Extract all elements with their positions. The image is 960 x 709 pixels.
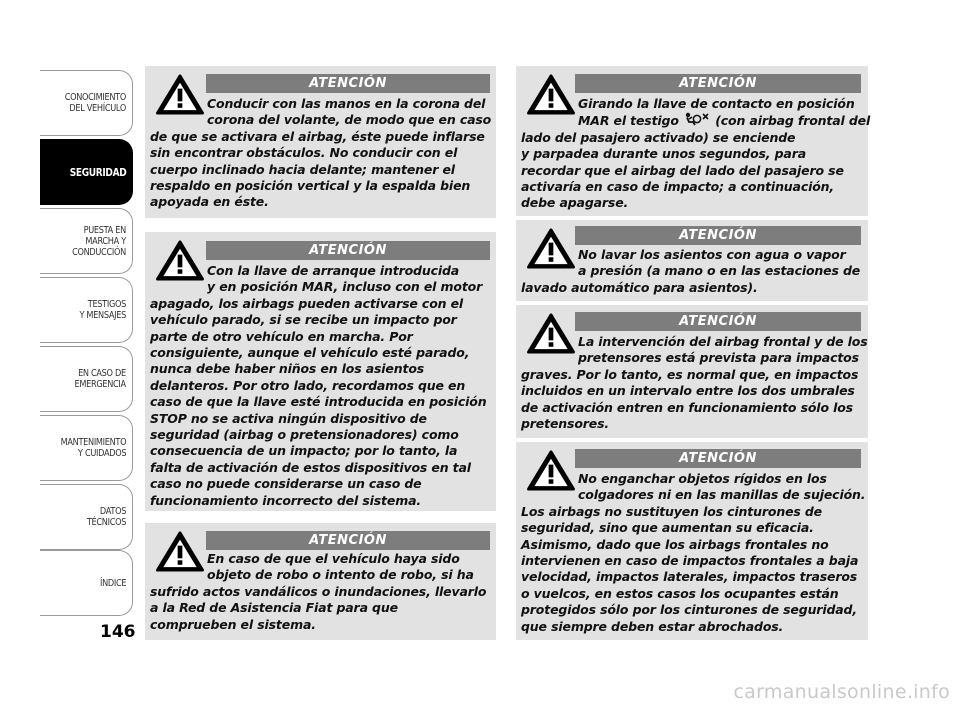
warning-title: ATENCIÓN [206, 241, 490, 260]
warning-box [516, 220, 868, 301]
nav-tab-puesta-en-marcha[interactable] [40, 208, 133, 274]
text-line: No lavar los asientos con agua o vapor [578, 247, 846, 262]
warning-title: ATENCIÓN [575, 74, 861, 93]
text-line: objeto de robo o intento de robo, si ha [207, 567, 474, 583]
text-line: pretensores está prevista para impactos [578, 350, 859, 366]
text-line: intervienen en caso de impactos frontales a baja [521, 553, 859, 569]
nav-tab-mantenimiento[interactable] [40, 415, 133, 481]
warning-box [145, 232, 496, 511]
page-number: 146 [100, 622, 136, 642]
text-line: a la Red de Asistencia Fiat para que [150, 600, 398, 616]
text-line: de activación entren en funcionamiento sólo los [521, 399, 853, 415]
text-line: lado del pasajero activado) se enciende [521, 129, 796, 145]
airbag-warning-icon [683, 112, 711, 126]
nav-tab-label: MANTENIMIENTO Y CUIDADOS [60, 437, 127, 459]
warning-text [521, 247, 860, 296]
text-line: vehículo parado, si se recibe un impacto por [150, 312, 457, 328]
text-line: recordar que el airbag del lado del pasajero se [521, 162, 844, 178]
text-line: consiguiente, aunque el vehículo esté parado, [150, 345, 470, 361]
text-line: seguridad (airbag o pretensionadores) como [150, 427, 459, 443]
text-line: delanteros. Por otro lado, recordamos que en [150, 377, 466, 393]
nav-tab-datos-tecnicos[interactable] [40, 484, 133, 550]
text-line: a presión (a mano o en las estaciones de [578, 263, 861, 279]
text-line: activaría en caso de impacto; a continuación, [521, 179, 835, 195]
warning-box [516, 442, 868, 640]
nav-tab-emergencia[interactable] [40, 346, 133, 412]
warning-box [145, 66, 496, 218]
text-line: y en posición MAR, incluso con el motor [207, 279, 483, 295]
text-line: STOP no se activa ningún dispositivo de [150, 410, 427, 426]
text-line: seguridad, sino que aumentan su eficacia. [521, 520, 814, 536]
warning-title: ATENCIÓN [575, 226, 861, 245]
text-line: En caso de que el vehículo haya sido [207, 551, 460, 566]
text-line: cuerpo inclinado hacia delante; mantener el [150, 161, 455, 177]
text-line: Asimismo, dado que los airbags frontales no [521, 536, 829, 552]
text-line: No enganchar objetos rígidos en los [578, 471, 827, 486]
text-line: caso no puede considerarse un caso de [150, 476, 422, 492]
text-line: que siempre deben estar abrochados. [521, 618, 784, 634]
text-line: velocidad, impactos laterales, impactos traseros [521, 569, 858, 585]
text-line: incluidos en un intervalo entre los dos umbrales [521, 383, 855, 399]
text-line: pretensores. [521, 416, 610, 432]
text-line: de que se activara el airbag, éste puede inflarse [150, 128, 485, 144]
nav-tab-label: TESTIGOS Y MENSAJES [79, 299, 127, 321]
text-line: consecuencia de un impacto; por lo tanto, la [150, 443, 458, 459]
warning-text [150, 263, 486, 509]
text-line: Girando la llave de contacto en posición [578, 96, 855, 111]
nav-tab-testigos[interactable] [40, 277, 133, 343]
text-line: debe apagarse. [521, 195, 629, 211]
nav-tab-indice[interactable] [40, 550, 133, 616]
nav-tab-label: DATOS TÉCNICOS [87, 506, 127, 528]
warning-text [521, 334, 868, 432]
text-line: respaldo en posición vertical y la espalda bien [150, 178, 471, 194]
text-line: funcionamiento incorrecto del sistema. [150, 492, 421, 508]
nav-tab-label: SEGURIDAD [69, 165, 127, 179]
text-line [521, 112, 870, 129]
text-line: colgadores ni en las manillas de sujeción. [578, 487, 866, 503]
text-line: corona del volante, de modo que en caso [207, 112, 492, 128]
text-fragment: (con airbag frontal del [715, 113, 871, 129]
warning-title: ATENCIÓN [575, 449, 861, 468]
nav-tab-seguridad[interactable] [40, 139, 133, 205]
text-line: nunca debe haber niños en los asientos [150, 361, 425, 377]
warning-box [516, 66, 871, 216]
text-line: caso de que la llave esté introducida en posición [150, 394, 487, 410]
warning-box [516, 305, 868, 438]
warning-title: ATENCIÓN [575, 312, 861, 331]
nav-tab-label: PUESTA EN MARCHA Y CONDUCCIÓN [72, 224, 127, 258]
text-line: falta de activación de estos dispositivos en tal [150, 459, 471, 475]
text-line: Conducir con las manos en la corona del [207, 96, 486, 111]
warning-title: ATENCIÓN [206, 531, 490, 550]
text-line: o vuelcos, en estos casos los ocupantes están [521, 585, 839, 601]
text-line: sufrido actos vandálicos o inundaciones, llevarlo [150, 583, 487, 599]
text-line: Con la llave de arranque introducida [207, 263, 460, 278]
text-line: lavado automático para asientos). [521, 279, 758, 295]
text-line: y parpadea durante unos segundos, para [521, 146, 806, 162]
warning-text [521, 96, 870, 212]
warning-text [150, 96, 491, 211]
nav-tab-label: ÍNDICE [100, 577, 127, 589]
nav-tab-label: EN CASO DE EMERGENCIA [74, 368, 127, 390]
text-line: graves. Por lo tanto, es normal que, en impactos [521, 366, 859, 382]
text-line: La intervención del airbag frontal y de los [578, 334, 868, 349]
text-line: protegidos sólo por los cinturones de seguridad, [521, 602, 857, 618]
text-line: apagado, los airbags pueden activarse con el [150, 295, 464, 311]
watermark: carmanualsonline.info [733, 681, 950, 703]
warning-text [150, 551, 486, 633]
warning-title: ATENCIÓN [206, 74, 490, 93]
text-line: parte de otro vehículo en marcha. Por [150, 328, 413, 344]
text-line: sin encontrar obstáculos. No conducir con el [150, 145, 458, 161]
text-fragment: MAR el testigo [578, 113, 679, 129]
text-line: comprueben el sistema. [150, 616, 316, 632]
text-line: apoyada en éste. [150, 194, 269, 210]
nav-tab-conocimiento[interactable] [40, 70, 133, 136]
text-line: Los airbags no sustituyen los cinturones de [521, 503, 823, 519]
warning-text [521, 471, 865, 635]
nav-tab-label: CONOCIMIENTO DEL VEHÍCULO [65, 92, 127, 114]
warning-box [145, 523, 496, 640]
